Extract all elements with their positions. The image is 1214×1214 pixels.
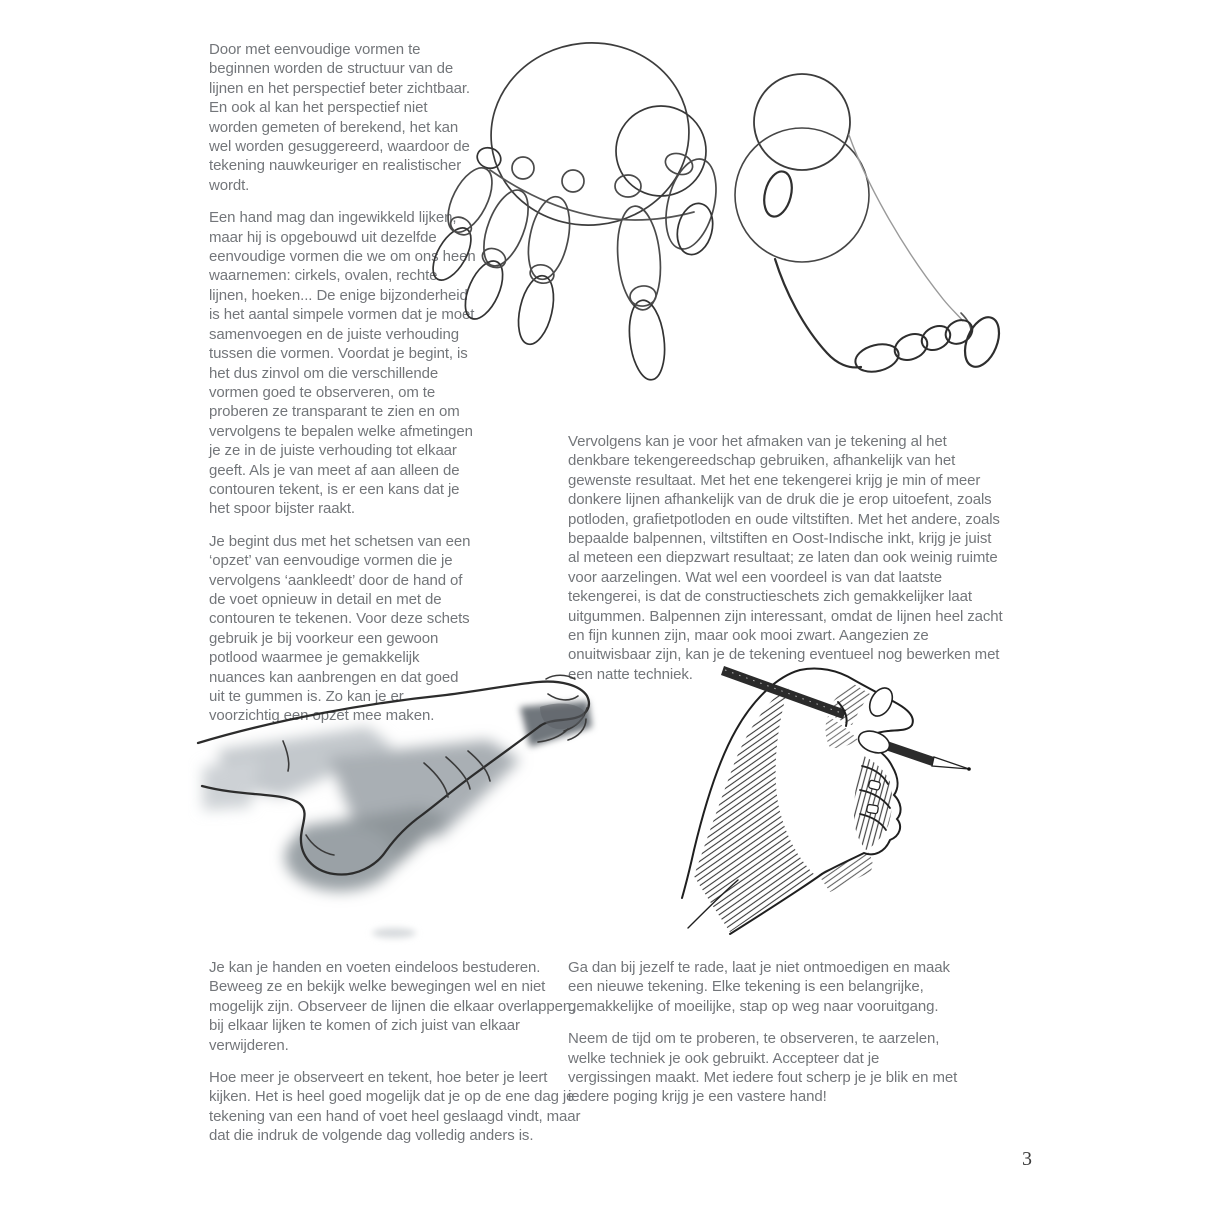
- page-number: 3: [1022, 1148, 1032, 1170]
- paragraph: Een hand mag dan ingewikkeld lijken, maar hij is opgebouwd uit dezelfde eenvoudige vormen die we om ons heen waarnemen: cirkels, ovalen, rechte lijnen, hoeken... De enige bijzonderheid is het aantal simpele vormen dat je moet samenvoegen en de juiste verhouding tussen die vormen. Voordat je begint, is het dus zinvol om die verschillende vormen goed te observeren, om te proberen ze transparant te zien en om vervolgens te bepalen welke afmetingen je ze in de juiste verhouding tot elkaar geeft. Als je van meet af aan alleen de contouren tekent, is er een kans dat je het spoor bijster raakt.: [209, 209, 476, 518]
- paragraph: Neem de tijd om te proberen, te observeren, te aarzelen, welke techniek je ook gebruikt. Accepteer dat je vergissingen maakt. Met iedere fout scherp je je blik en met iedere poging krijg je een vastere hand!: [568, 1030, 958, 1106]
- foot-study-drawing: [188, 645, 613, 945]
- bottom-left-text-column: [209, 958, 587, 1159]
- paragraph: Ga dan bij jezelf te rade, laat je niet ontmoedigen en maak een nieuwe tekening. Elke tekening is een belangrijke, gemakkelijke of moeilijke, stap op weg naar vooruitgang.: [568, 959, 950, 1015]
- hand-construction-sketch: [432, 30, 742, 390]
- paragraph: Je kan je handen en voeten eindeloos bestuderen. Beweeg ze en bekijk welke bewegingen wel en niet mogelijk zijn. Observeer de lijnen die elkaar overlappen, bij elkaar lijken te komen of zich juist van elkaar verwijderen.: [209, 959, 576, 1054]
- foot-construction-sketch: [715, 55, 1015, 395]
- hand-holding-pencil-drawing: [678, 636, 1013, 951]
- paragraph: Hoe meer je observeert en tekent, hoe beter je leert kijken. Het is heel goed mogelijk dat je op de ene dag je tekening van een hand of voet heel geslaagd vindt, maar dat die indruk de volgende dag volledig anders is.: [209, 1069, 581, 1145]
- bottom-right-text-column: [568, 958, 964, 1120]
- paragraph: Door met eenvoudige vormen te beginnen worden de structuur van de lijnen en het perspectief beter zichtbaar. En ook al kan het perspectief niet worden gemeten of berekend, het kan wel worden gesuggereerd, waardoor de tekening nauwkeuriger en realistischer wordt.: [209, 41, 470, 194]
- paragraph: Vervolgens kan je voor het afmaken van je tekening al het denkbare tekengereedschap gebruiken, afhankelijk van het gewenste resultaat. Met het ene tekengerei krijg je min of meer donkere lijnen afhankelijk van de druk die je erop uitoefent, zoals potloden, grafietpotloden en oude viltstiften. Met het andere, zoals bepaalde balpennen, viltstiften en Oost-Indische inkt, krijg je juist al meteen een diepzwart resultaat; ze laten dan ook weinig ruimte voor aarzelingen. Wat wel een voordeel is van dat laatste tekengerei, is dat de constructieschets zich gemakkelijker laat uitgummen. Balpennen zijn interessant, omdat de lijnen heel zacht en fijn kunnen zijn, maar ook mooi zwart. Aangezien ze onuitwisbaar zijn, kan je de tekening eventueel nog bewerken met een natte techniek.: [568, 433, 1003, 683]
- paragraph: Je begint dus met het schetsen van een ‘opzet’ van eenvoudige vormen die je vervolgens ‘aankleedt’ door de hand of de voet opnieuw in detail en met de contouren te tekenen. Voor deze schets gebruik je bij voorkeur een gewoon potlood waarmee je gemakkelijk nuances kan aanbrengen en dat goed uit te gummen is. Zo kan je er voorzichtig een opzet mee maken.: [209, 532, 471, 725]
